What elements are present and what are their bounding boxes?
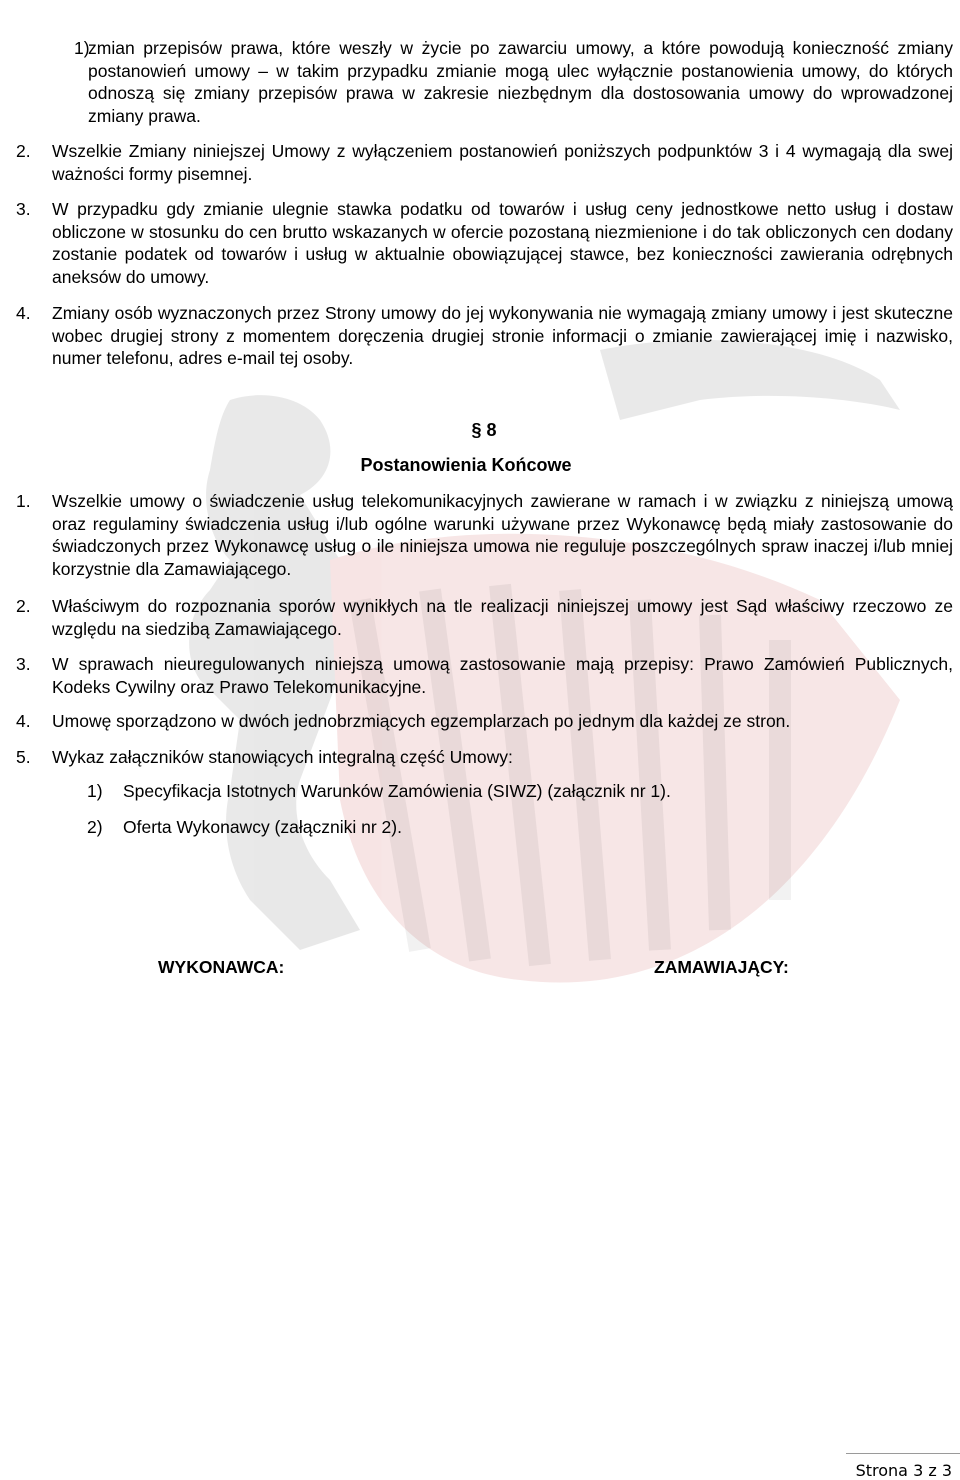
list-number: 2. bbox=[16, 141, 31, 161]
list-marker: 1) bbox=[87, 781, 103, 801]
list-number: 3. bbox=[16, 199, 31, 219]
list-number: 5. bbox=[16, 747, 31, 767]
paragraph-text: Zmiany osób wyznaczonych przez Strony umowy do jej wykonywania nie wymagają zmiany umowy i jest skuteczne wobec drugiej strony z momentem doręczenia drugiej stronie informacji o zmianie zawierającej imię i nazwisko, numer telefonu, adres e-mail tej osoby. bbox=[52, 303, 953, 368]
section-number: § 8 bbox=[471, 420, 497, 440]
paragraph-text: Wszelkie umowy o świadczenie usług telekomunikacyjnych zawierane w ramach i w związku z niniejszą umową oraz regulaminy świadczenia usług i/lub ogólne warunki używane przez Wykonawcę będą miały zastosowanie do świadczonych przez Wykonawcę usług o ile niniejsza umowa nie reguluje poszczególnych spraw inaczej i/lub mniej korzystnie dla Zamawiającego. bbox=[52, 491, 953, 579]
attachment-item-2 bbox=[87, 816, 953, 839]
signature-client-label: ZAMAWIAJĄCY: bbox=[654, 957, 789, 977]
page-number-footer: Strona 3 z 3 bbox=[855, 1461, 952, 1480]
list-item-point-1 bbox=[74, 37, 953, 127]
list-item-section8-2 bbox=[16, 595, 953, 640]
attachment-item-1 bbox=[87, 780, 953, 803]
paragraph-text: Umowę sporządzono w dwóch jednobrzmiących egzemplarzach po jednym dla każdej ze stron. bbox=[52, 711, 791, 731]
list-item-section8-5 bbox=[16, 746, 953, 769]
list-marker: 1) bbox=[74, 38, 90, 58]
paragraph-text: W przypadku gdy zmianie ulegnie stawka podatku od towarów i usług ceny jednostkowe netto usług i dostaw obliczone w stosunku do cen brutto wskazanych w ofercie pozostaną niezmienione i do tak obliczonych cen dodany zostanie podatek od towarów i usług w aktualnie obowiązującej stawce, bez konieczności zawierania odrębnych aneksów do umowy. bbox=[52, 199, 953, 287]
paragraph-text: Właściwym do rozpoznania sporów wynikłych na tle realizacji niniejszej umowy jest Sąd właściwy rzeczowo ze względu na siedzibą Zamawiającego. bbox=[52, 596, 953, 639]
list-number: 3. bbox=[16, 654, 31, 674]
list-marker: 2) bbox=[87, 817, 103, 837]
paragraph-text: zmian przepisów prawa, które weszły w życie po zawarciu umowy, a które powodują konieczność zmiany postanowień umowy – w takim przypadku zmianie mogą ulec wyłącznie postanowienia umowy, do których odnoszą się zmiany przepisów prawa w zakresie niezbędnym dla dostosowania umowy do wprowadzonej zmiany prawa. bbox=[88, 38, 953, 126]
paragraph-text: W sprawach nieuregulowanych niniejszą umową zastosowanie mają przepisy: Prawo Zamówień Publicznych, Kodeks Cywilny oraz Prawo Telekomunikacyjne. bbox=[52, 654, 953, 697]
list-item-section7-3 bbox=[16, 198, 953, 288]
list-item-section8-3 bbox=[16, 653, 953, 698]
list-item-section7-4 bbox=[16, 302, 953, 370]
attachment-text: Oferta Wykonawcy (załączniki nr 2). bbox=[123, 817, 402, 837]
paragraph-text: Wykaz załączników stanowiących integralną część Umowy: bbox=[52, 747, 513, 767]
list-item-section8-4 bbox=[16, 710, 953, 733]
list-number: 2. bbox=[16, 596, 31, 616]
list-item-section7-2 bbox=[16, 140, 953, 185]
paragraph-text: Wszelkie Zmiany niniejszej Umowy z wyłączeniem postanowień poniższych podpunktów 3 i 4 wymagają dla swej ważności formy pisemnej. bbox=[52, 141, 953, 184]
list-item-section8-1 bbox=[16, 490, 953, 580]
list-number: 4. bbox=[16, 711, 31, 731]
attachment-text: Specyfikacja Istotnych Warunków Zamówienia (SIWZ) (załącznik nr 1). bbox=[123, 781, 671, 801]
list-number: 1. bbox=[16, 491, 31, 511]
signature-contractor-label: WYKONAWCA: bbox=[158, 957, 285, 977]
list-number: 4. bbox=[16, 303, 31, 323]
section-title: Postanowienia Końcowe bbox=[360, 455, 572, 475]
footer-divider bbox=[846, 1453, 960, 1454]
